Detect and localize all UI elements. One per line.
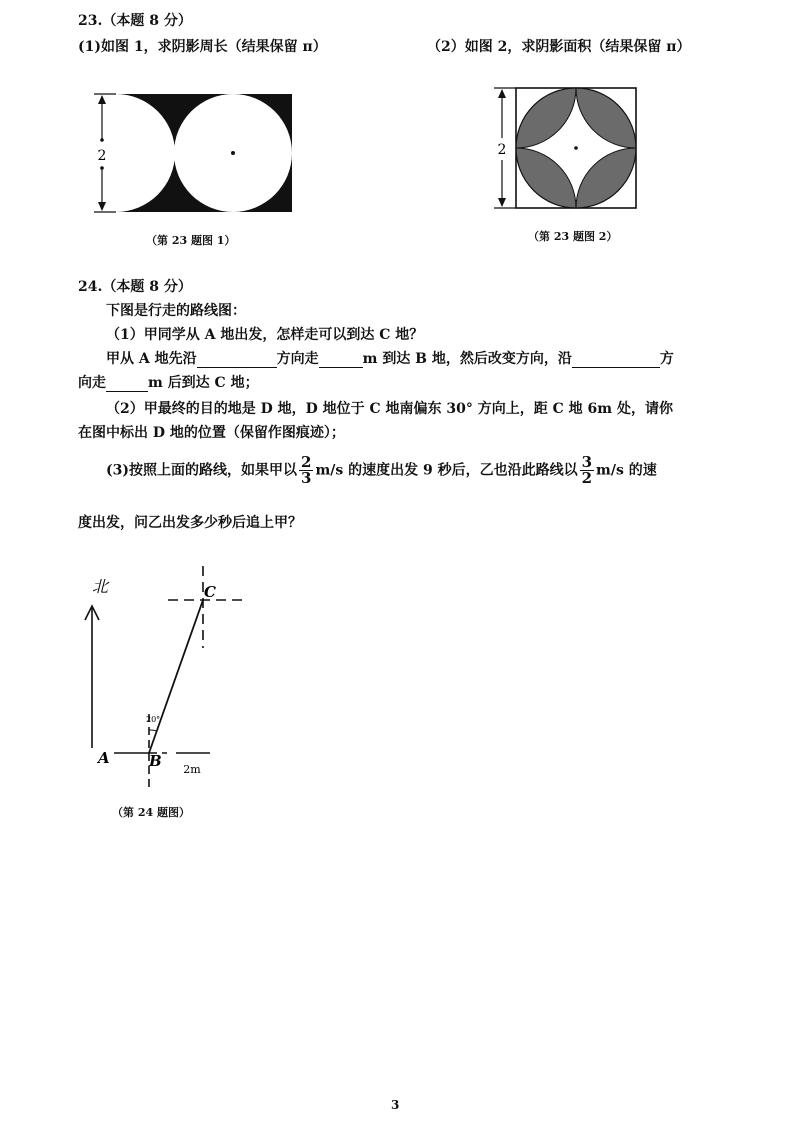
q23-header: 23.（本题 8 分）: [78, 13, 192, 29]
point-a-label: A: [98, 749, 110, 767]
point-b-label: B: [149, 752, 162, 770]
angle-label: 20°: [146, 715, 161, 724]
fig2-center-dot: [574, 146, 578, 150]
fraction-speed-a: $\frac{2}{3}$: [301, 453, 312, 487]
q24-part3-line1: (3)按照上面的路线，如果甲以 $\frac{2}{3}$ m/s 的速度出发 9 秒后，乙也沿此路线以 $\frac{3}{2}$ m/s 的速: [106, 453, 657, 487]
blank-distance-2[interactable]: [106, 376, 148, 392]
point-c-label: C: [204, 583, 216, 601]
blank-distance-1[interactable]: [319, 352, 363, 368]
page-number: 3: [391, 1098, 400, 1112]
angle-arc: [149, 730, 157, 731]
q24-intro: 下图是行走的路线图：: [106, 303, 246, 319]
fig1-arrow-down: [98, 202, 106, 211]
blank-direction-2[interactable]: [572, 352, 660, 368]
blank-direction-1[interactable]: [197, 352, 277, 368]
q24-header: 24.（本题 8 分）: [78, 279, 192, 295]
fig1-dim-label: 2: [97, 148, 107, 164]
q24-figure: [80, 560, 270, 800]
q24-fig-caption: （第 24 题图）: [112, 806, 190, 819]
q24-part3-line2: 度出发，问乙出发多少秒后追上甲？: [78, 515, 302, 531]
q24-part1: （1）甲同学从 A 地出发，怎样走可以到达 C 地？: [106, 327, 424, 343]
scale-label: 2m: [183, 763, 201, 776]
segment-bc: [149, 600, 203, 753]
q23-fig2-caption: （第 23 题图 2）: [528, 230, 618, 243]
q24-part2-line2: 在图中标出 D 地的位置（保留作图痕迹）；: [78, 425, 345, 441]
fraction-speed-b: $\frac{3}{2}$: [581, 453, 593, 487]
north-label: 北: [91, 577, 109, 596]
fig2-arrow-down: [498, 198, 506, 207]
q23-figure1: [86, 86, 300, 221]
q23-part1: (1)如图 1，求阴影周长（结果保留 π）: [78, 39, 327, 55]
q23-fig1-caption: （第 23 题图 1）: [146, 234, 236, 247]
fig1-arrow-up: [98, 95, 106, 104]
fig2-arrow-up: [498, 89, 506, 98]
fig1-center-dot: [231, 151, 235, 155]
q23-figure2: [488, 82, 644, 214]
q23-part2: （2）如图 2，求阴影面积（结果保留 π）: [427, 39, 691, 55]
q24-part1-fill-line2: 向走 m 后到达 C 地；: [78, 375, 259, 391]
q24-part2-line1: （2）甲最终的目的地是 D 地，D 地位于 C 地南偏东 30° 方向上，距 C 地 6m 处，请你: [106, 401, 673, 417]
fig2-dim-label: 2: [497, 142, 507, 158]
q24-part1-fill-line: 甲从 A 地先沿 方向走 m 到达 B 地，然后改变方向，沿 方: [106, 351, 674, 367]
